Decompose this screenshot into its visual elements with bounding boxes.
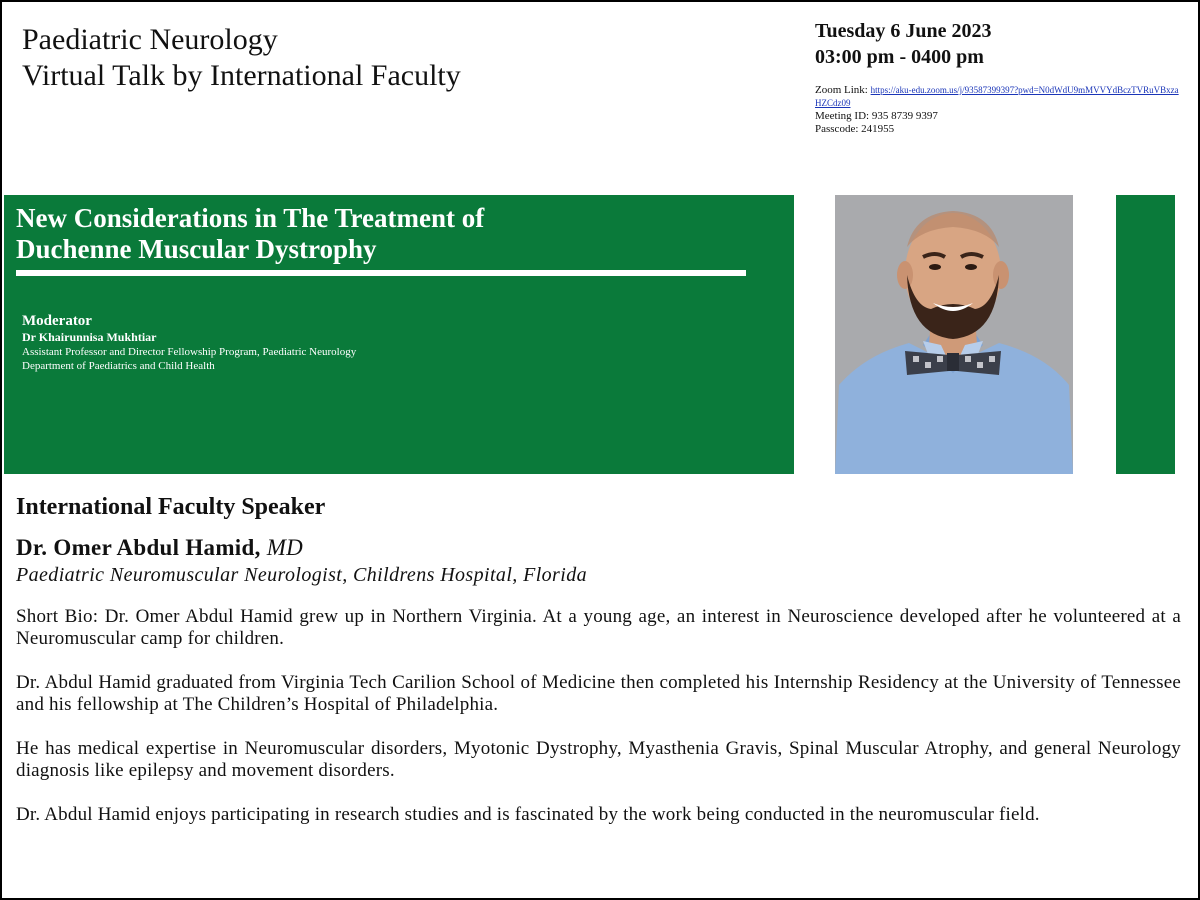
speaker-degree: MD: [266, 535, 304, 560]
event-time: 03:00 pm - 0400 pm: [815, 46, 984, 68]
section-heading: International Faculty Speaker: [16, 494, 326, 520]
title-line-event: Virtual Talk by International Faculty: [22, 59, 461, 92]
moderator-department: Department of Paediatrics and Child Health: [22, 360, 215, 372]
moderator-name: Dr Khairunnisa Mukhtiar: [22, 330, 157, 344]
accent-bar: [1116, 195, 1175, 474]
zoom-details: [815, 84, 1185, 136]
bio-paragraph-2: Dr. Abdul Hamid graduated from Virginia Tech Carilion School of Medicine then completed his Internship Residency at the University of Tennessee and his fellowship at The Children’s Hospital of Philadelphia.: [16, 672, 1181, 715]
bio-paragraph-4: Dr. Abdul Hamid enjoys participating in research studies and is fascinated by the work being conducted in the neuromuscular field.: [16, 804, 1040, 825]
moderator-title: Assistant Professor and Director Fellowship Program, Paediatric Neurology: [22, 346, 357, 358]
speaker-portrait-illustration: [835, 195, 1073, 474]
speaker-role: Paediatric Neuromuscular Neurologist, Childrens Hospital, Florida: [16, 564, 587, 586]
bio-paragraph-1: Short Bio: Dr. Omer Abdul Hamid grew up in Northern Virginia. At a young age, an interest in Neuroscience developed after he volunteered at a Neuromuscular camp for children.: [16, 606, 1181, 649]
zoom-link-label: Zoom Link:: [815, 84, 868, 96]
talk-title-line-2: Duchenne Muscular Dystrophy: [16, 234, 377, 264]
page-title: [22, 22, 461, 94]
talk-title: [16, 203, 484, 265]
zoom-link[interactable]: https://aku-edu.zoom.us/j/93587399397?pwd=N0dWdU9mMVVYdBczTVRuVBxzaHZCdz09: [815, 85, 1179, 108]
moderator-block: [22, 312, 356, 373]
talk-title-line-1: New Considerations in The Treatment of: [16, 203, 485, 233]
event-date: Tuesday 6 June 2023: [815, 20, 992, 42]
title-line-department: Paediatric Neurology: [22, 23, 278, 56]
passcode: Passcode: 241955: [815, 123, 895, 135]
speaker-section: [16, 492, 1181, 826]
speaker-name: Dr. Omer Abdul Hamid,: [16, 535, 261, 560]
zoom-link-row: [815, 84, 1185, 110]
talk-banner: [4, 195, 794, 474]
speaker-photo: [835, 195, 1073, 474]
meeting-id: Meeting ID: 935 8739 9397: [815, 110, 938, 122]
bio-paragraph-3: He has medical expertise in Neuromuscular disorders, Myotonic Dystrophy, Myasthenia Gravis, Spinal Muscular Atrophy, and general Neurology diagnosis like epilepsy and movement disorders.: [16, 738, 1181, 781]
speaker-name-line: [16, 534, 1181, 562]
event-info: [815, 18, 1185, 136]
speaker-bio: [16, 606, 1181, 826]
moderator-heading: Moderator: [22, 313, 92, 329]
banner-divider: [16, 270, 746, 276]
